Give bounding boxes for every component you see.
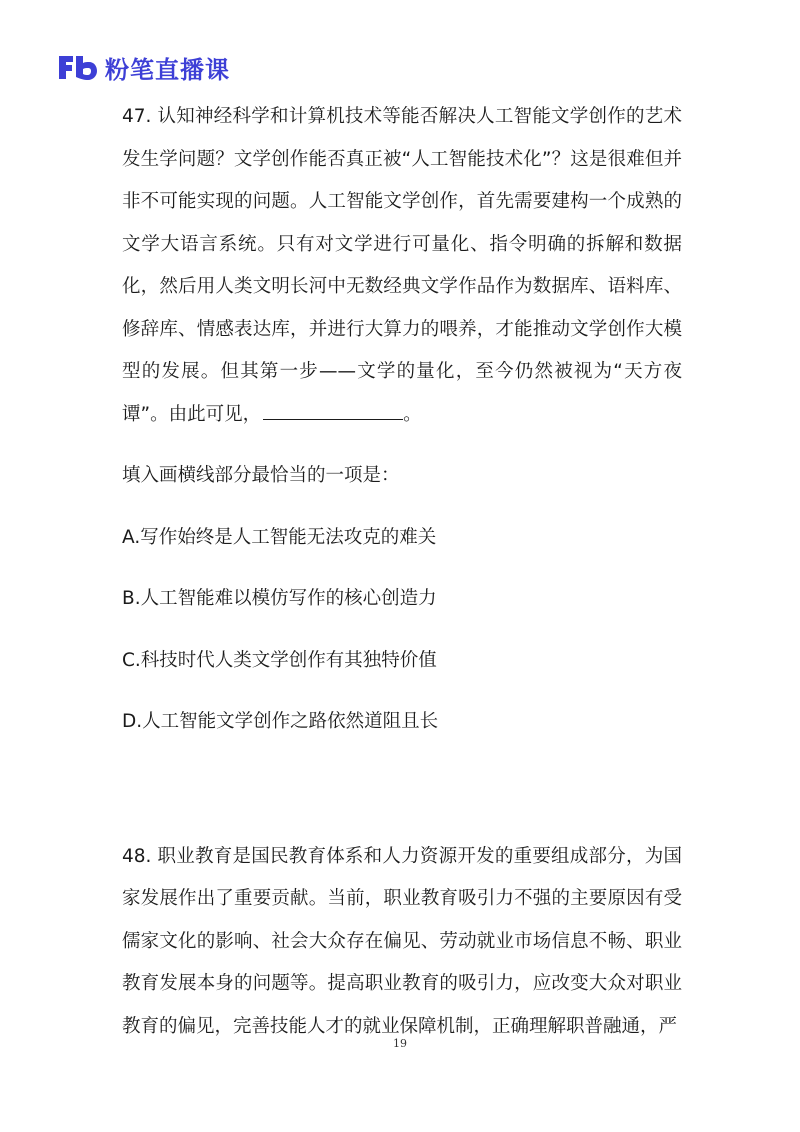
brand-name: 粉笔直播课 (105, 55, 230, 84)
question-48-stem: 48. 职业教育是国民教育体系和人力资源开发的重要组成部分，为国家发展作出了重要贡献。当前，职业教育吸引力不强的主要原因有受儒家文化的影响、社会大众存在偏见、劳动就业市场信息不畅、职业教育发展本身的问题等。提高职业教育的吸引力，应改变大众对职业教育的偏见，完善技能人才的就业保障机制，正确理解职普融通，严 (122, 845, 682, 1037)
brand-logo (57, 50, 230, 84)
question-47-prompt: 填入画横线部分最恰当的一项是： (122, 465, 400, 486)
fenbi-logo-icon (57, 52, 99, 82)
question-47-text: 47. 认知神经科学和计算机技术等能否解决人工智能文学创作的艺术发生学问题？文学创作能否真正被“人工智能技术化”？这是很难但并非不可能实现的问题。人工智能文学创作，首先需要建构一个成熟的文学大语言系统。只有对文学进行可量化、指令明确的拆解和数据化，然后用人类文明长河中无数经典文学作品作为数据库、语料库、修辞库、情感表达库，并进行大算力的喂养，才能推动文学创作大模型的发展。但其第一步——文学的量化，至今仍然被视为“天方夜谭”。由此可见， (122, 106, 682, 425)
option-b: B.人工智能难以模仿写作的核心创造力 (122, 588, 437, 609)
page-number: 19 (393, 1037, 407, 1050)
question-47-stem (122, 96, 682, 436)
answer-blank (263, 397, 403, 420)
option-c: C.科技时代人类文学创作有其独特价值 (122, 649, 437, 671)
option-a: A.写作始终是人工智能无法攻克的难关 (122, 526, 437, 548)
question-47-end: 。 (403, 403, 422, 425)
option-d: D.人工智能文学创作之路依然道阻且长 (122, 711, 439, 732)
page-content (122, 96, 682, 1048)
